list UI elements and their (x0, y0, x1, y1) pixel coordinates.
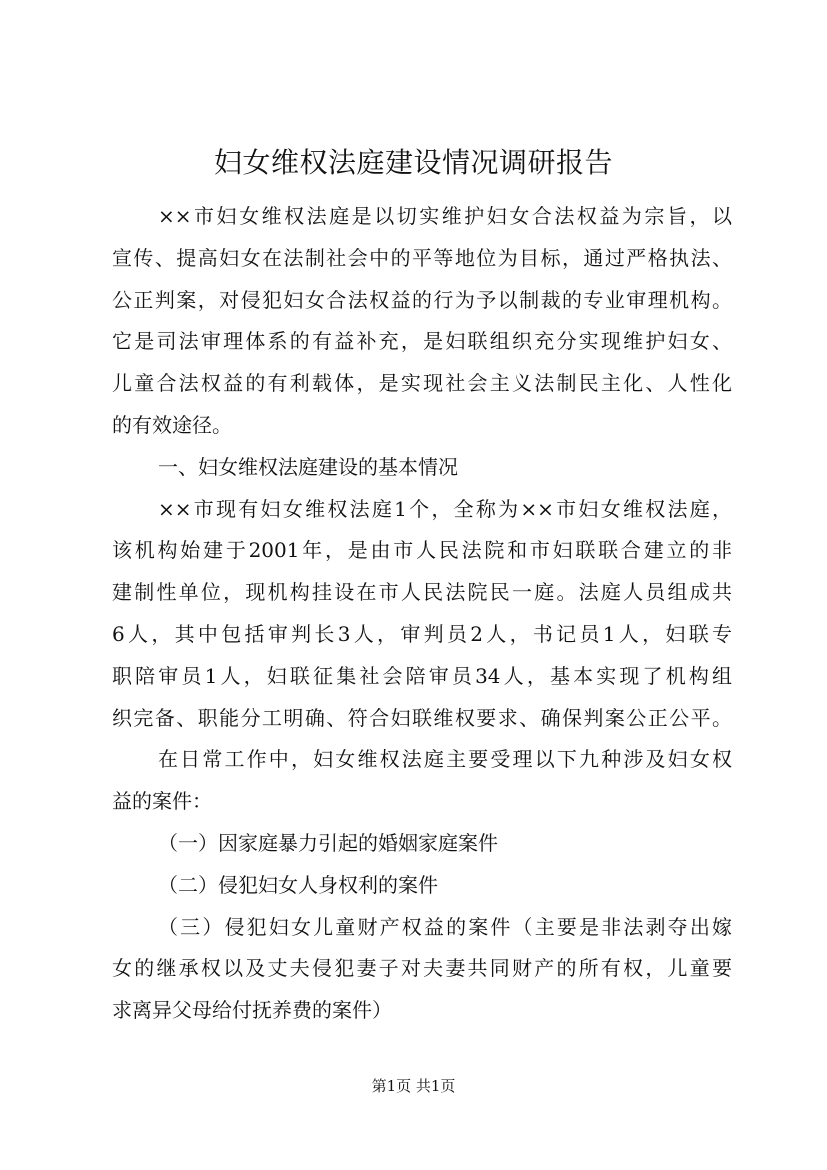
body-line: 公正判案，对侵犯妇女合法权益的行为予以制裁的专业审理机构。 (112, 287, 732, 312)
body-line: 的有效途径。 (112, 412, 232, 437)
body-line: 儿童合法权益的有利载体，是实现社会主义法制民主化、人性化 (112, 371, 732, 396)
section-heading: 一、妇女维权法庭建设的基本情况 (158, 454, 458, 479)
list-item: （一）因家庭暴力引起的婚姻家庭案件 (158, 830, 498, 855)
body-line: ××市妇女维权法庭是以切实维护妇女合法权益为宗旨，以 (158, 204, 732, 228)
list-item: （三）侵犯妇女儿童财产权益的案件（主要是非法剥夺出嫁 (158, 914, 732, 939)
document-body (112, 196, 732, 1032)
body-line: 6人，其中包括审判长3人，审判员2人，书记员1人，妇联专 (112, 621, 732, 646)
body-line: 建制性单位，现机构挂设在市人民法院民一庭。法庭人员组成共 (112, 580, 732, 605)
body-line: 它是司法审理体系的有益补充，是妇联组织充分实现维护妇女、 (112, 329, 732, 354)
body-line: 职陪审员1人，妇联征集社会陪审员34人，基本实现了机构组 (112, 663, 732, 688)
document-title: 妇女维权法庭建设情况调研报告 (213, 146, 613, 179)
body-line: 求离异父母给付抚养费的案件） (112, 998, 392, 1023)
page-footer: 第1页 共1页 (371, 1077, 456, 1095)
body-line: 该机构始建于2001年，是由市人民法院和市妇联联合建立的非 (112, 538, 732, 563)
body-line: 益的案件： (112, 789, 212, 814)
body-line: 宣传、提高妇女在法制社会中的平等地位为目标，通过严格执法、 (112, 245, 732, 270)
body-line: 女的继承权以及丈夫侵犯妻子对夫妻共同财产的所有权，儿童要 (112, 956, 732, 981)
body-line: ××市现有妇女维权法庭1个，全称为××市妇女维权法庭， (158, 496, 732, 521)
list-item: （二）侵犯妇女人身权利的案件 (158, 872, 438, 897)
body-line: 织完备、职能分工明确、符合妇联维权要求、确保判案公正公平。 (112, 705, 732, 730)
body-line: 在日常工作中，妇女维权法庭主要受理以下九种涉及妇女权 (158, 747, 732, 772)
